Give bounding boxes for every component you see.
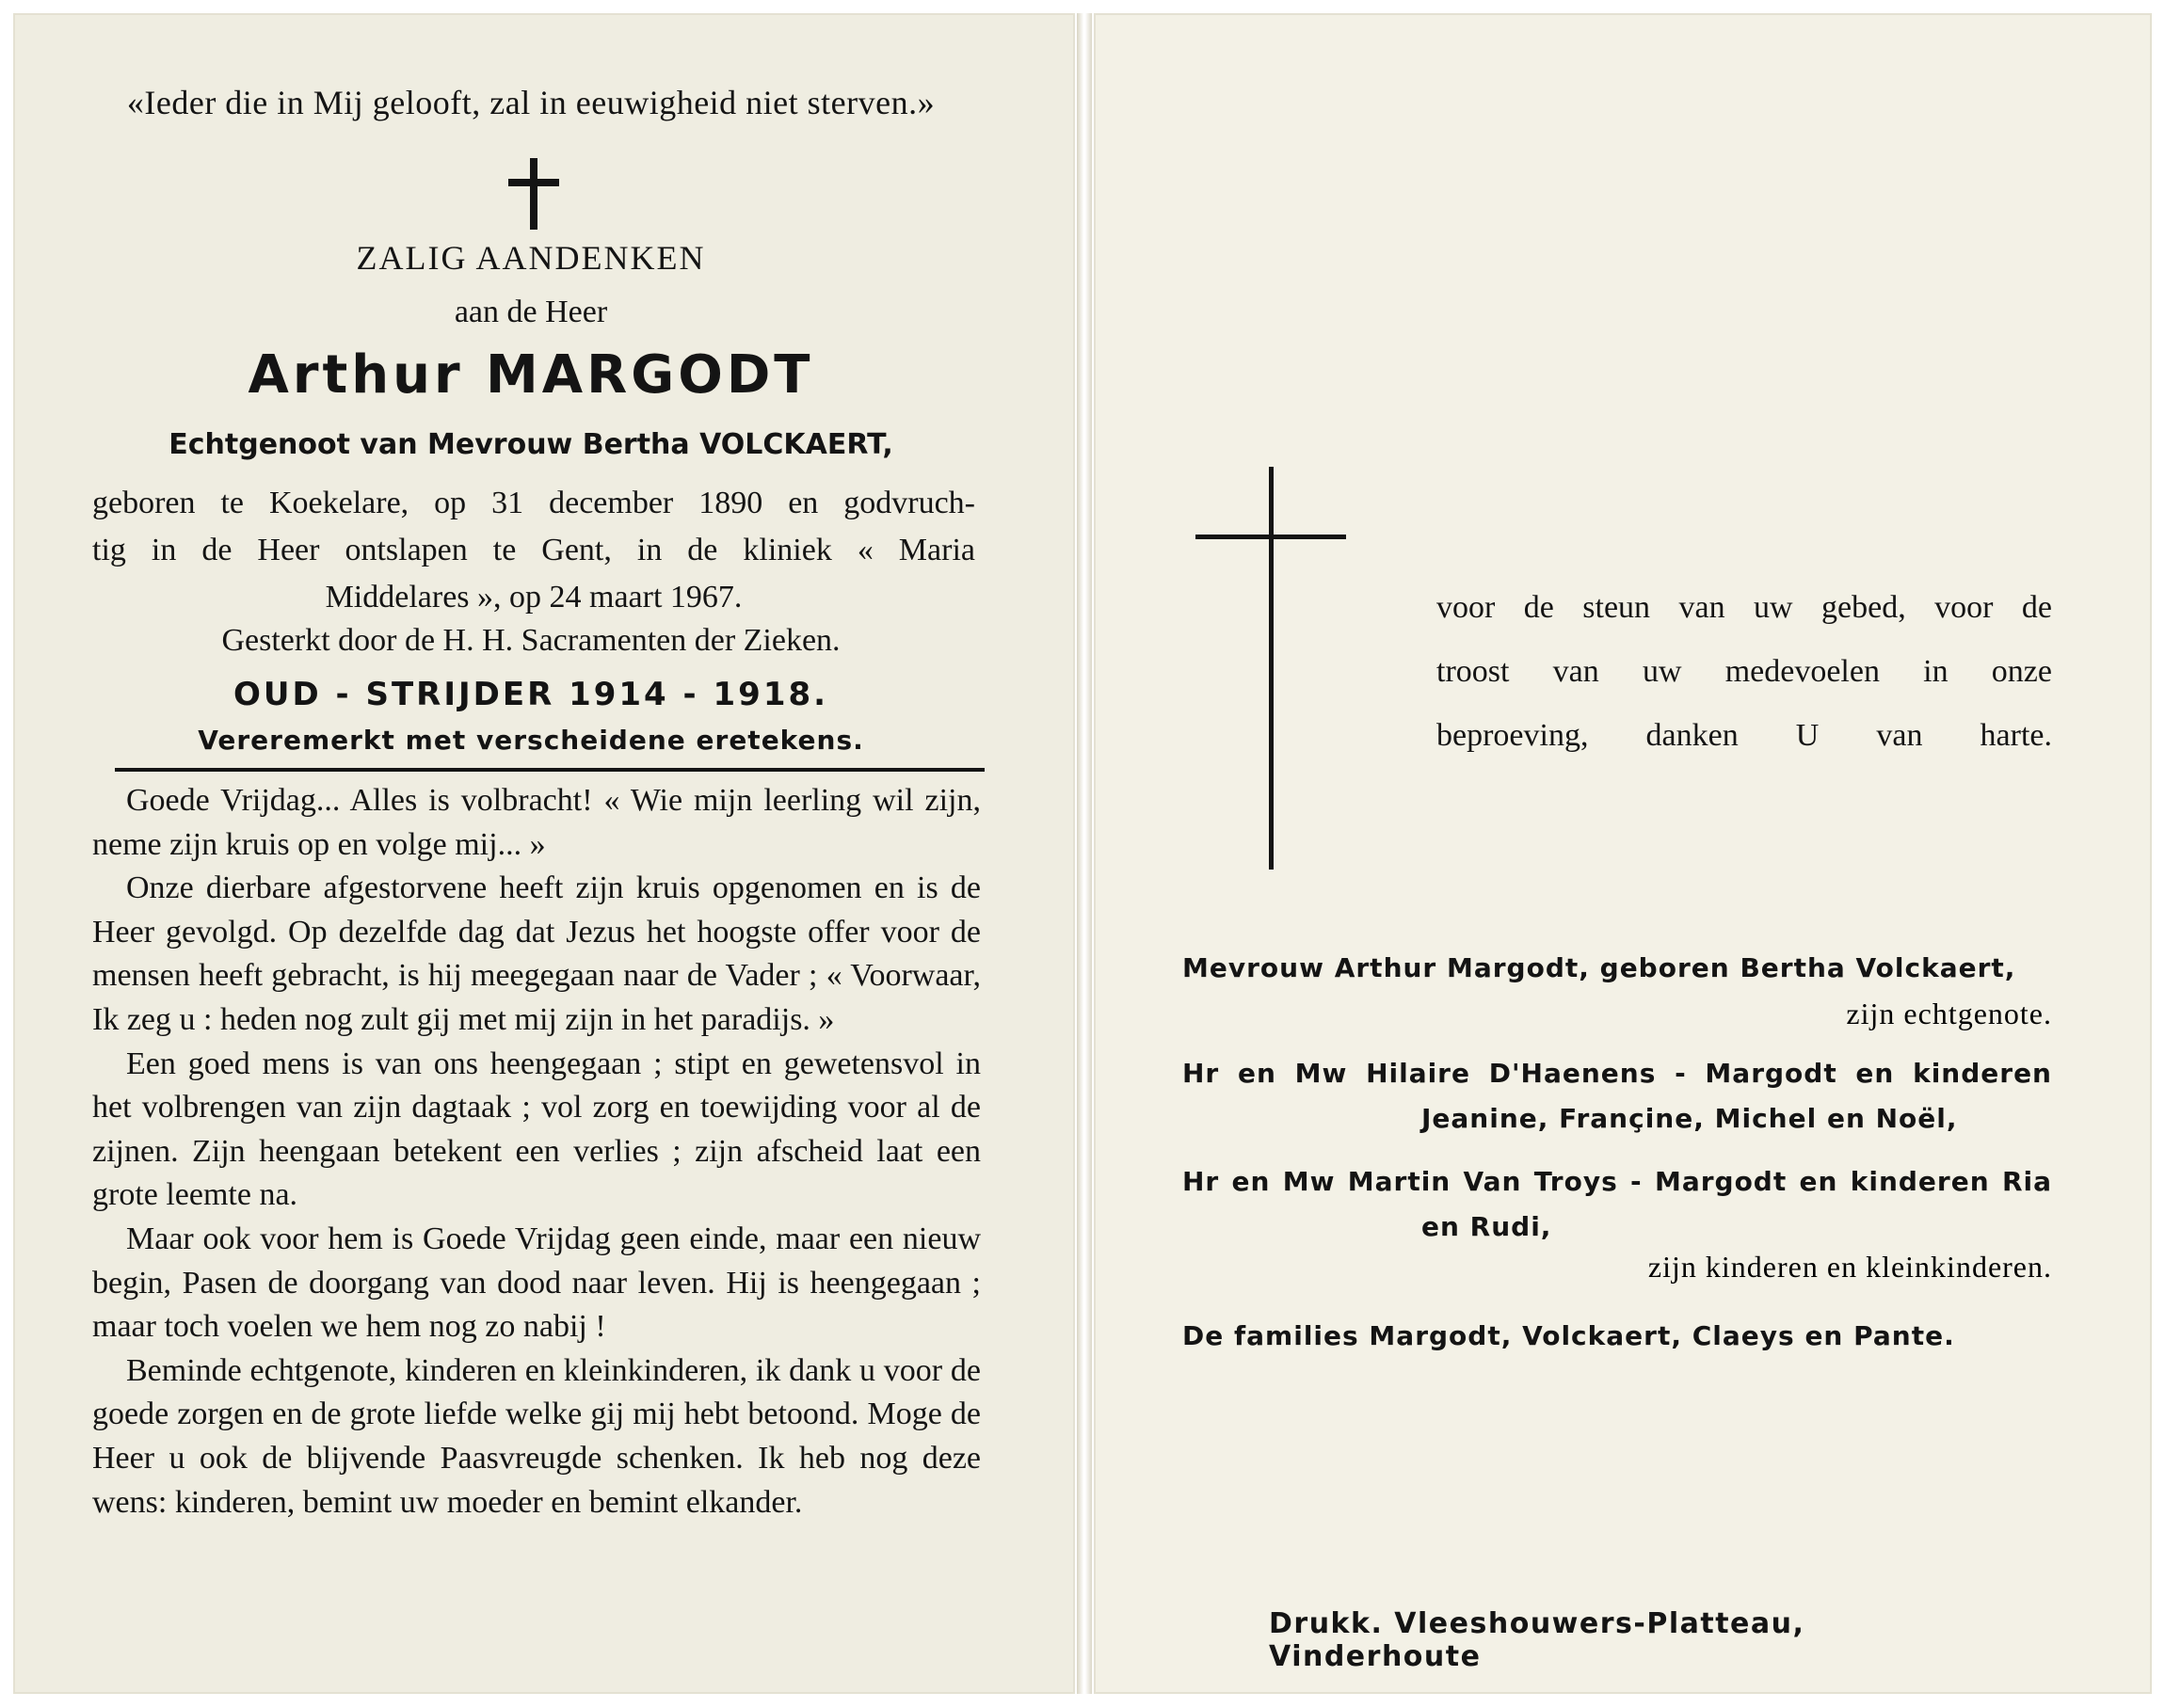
thanks-line: voor de steun van uw gebed, voor de (1436, 590, 2052, 625)
family-line: Hr en Mw Martin Van Troys - Margodt en kinderen Ria (1182, 1166, 2052, 1197)
families-line: De families Margodt, Volckaert, Claeys en Pante. (1182, 1320, 1955, 1351)
veteran-line: OUD - STRIJDER 1914 - 1918. (233, 676, 829, 713)
children-role: zijn kinderen en kleinkinderen. (1647, 1250, 2052, 1284)
widow-line: Mevrouw Arthur Margodt, geboren Bertha Volckaert, (1182, 952, 2016, 983)
memorial-subheading: aan de Heer (454, 295, 608, 329)
birth-line: tig in de Heer ontslapen te Gent, in de kliniek « Maria (92, 533, 975, 567)
family-children: en Rudi, (1421, 1211, 1552, 1242)
thanks-line: troost van uw medevoelen in onze (1436, 654, 2052, 689)
bible-quote: «Ieder die in Mij gelooft, zal in eeuwigheid niet sterven.» (126, 84, 936, 121)
memorial-text (92, 779, 981, 1524)
memorial-paragraph: Goede Vrijdag... Alles is volbracht! « Wie mijn leerling wil zijn, neme zijn kruis op en volge mij... » (92, 783, 981, 862)
cross-icon (508, 158, 559, 230)
spouse-line: Echtgenoot van Mevrouw Bertha VOLCKAERT, (168, 428, 893, 461)
birth-line: geboren te Koekelare, op 31 december 1890 en godvruch- (92, 486, 975, 520)
thanks-line: beproeving, danken U van harte. (1436, 718, 2052, 753)
memorial-paragraph: Onze dierbare afgestorvene heeft zijn kruis opgenomen en is de Heer gevolgd. Op dezelfde dag dat Jezus het hoogste offer voor de mensen heeft gebracht, is hij meegegaan naar de Vader ; « Voorwaar, Ik zeg u : heden nog zult gij met mij zijn in het paradijs. » (92, 870, 981, 1037)
card-fold (1077, 13, 1092, 1694)
divider-line (115, 768, 985, 772)
birth-line: Middelares », op 24 maart 1967. (325, 580, 743, 615)
memorial-paragraph: Maar ook voor hem is Goede Vrijdag geen einde, maar een nieuw begin, Pasen de doorgang van dood naar leven. Hij is heengegaan ; maar toch voelen we hem nog zo nabij ! (92, 1221, 981, 1345)
memorial-paragraph: Een goed mens is van ons heengegaan ; stipt en gewetensvol in het volbrengen van zijn dagtaak ; vol zorg en toewijding voor al de zijnen. Zijn heengaan betekent een verlies ; zijn afscheid laat een grote leemte na. (92, 1046, 981, 1213)
birth-death-details (92, 480, 975, 621)
family-line: Hr en Mw Hilaire D'Haenens - Margodt en kinderen (1182, 1058, 2052, 1089)
sacraments-line: Gesterkt door de H. H. Sacramenten der Zieken. (221, 623, 841, 658)
large-cross-icon (1195, 467, 1346, 870)
widow-role: zijn echtgenote. (1846, 997, 2052, 1030)
memorial-heading: ZALIG AANDENKEN (356, 239, 706, 277)
honours-line: Vereremerkt met verscheidene eretekens. (198, 725, 864, 756)
deceased-name: Arthur MARGODT (248, 344, 814, 406)
thanks-text (1436, 576, 2052, 768)
printer-credit: Drukk. Vleeshouwers-Platteau, Vinderhoute (1269, 1607, 1805, 1673)
memorial-paragraph: Beminde echtgenote, kinderen en kleinkinderen, ik dank u voor de goede zorgen en de grote liefde welke gij mij hebt betoond. Moge de Heer u ook de blijvende Paasvreugde schenken. Ik heb nog deze wens: kinderen, bemint uw moeder en bemint elkander. (92, 1352, 981, 1520)
family-children: Jeanine, Françine, Michel en Noël, (1421, 1103, 1958, 1134)
